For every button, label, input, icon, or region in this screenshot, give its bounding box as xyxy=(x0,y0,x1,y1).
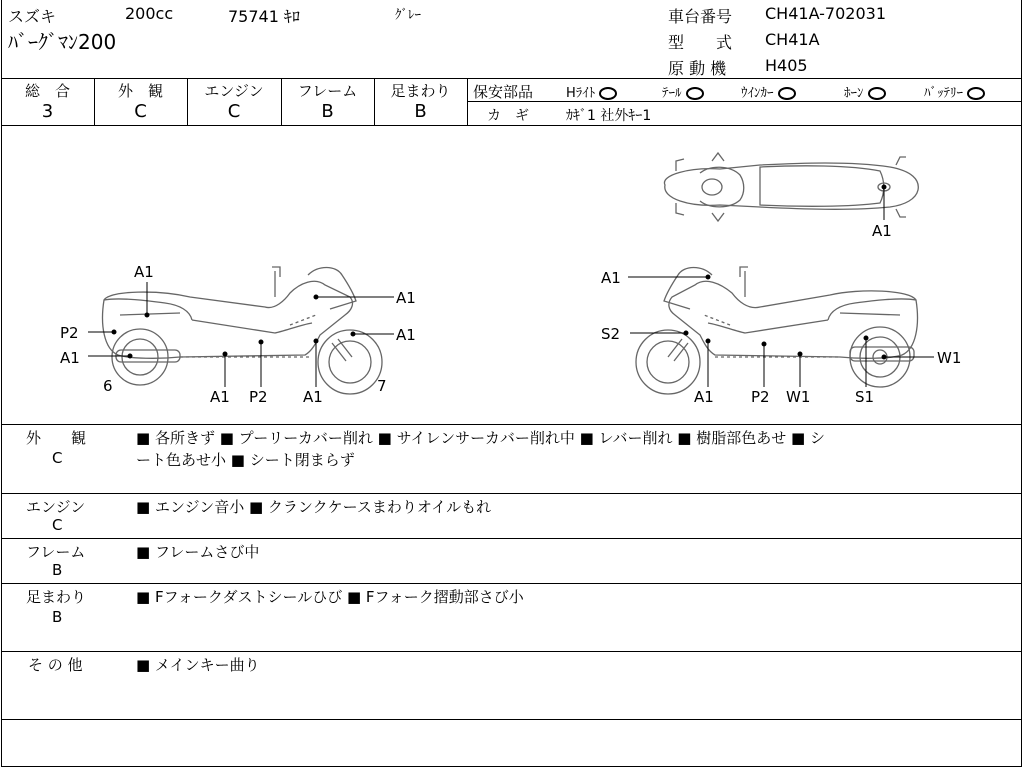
frame-no-label: 車台番号 xyxy=(668,7,733,26)
grade-value-overall: 3 xyxy=(41,101,54,122)
left-label-a1-b1: A1 xyxy=(210,388,230,406)
right-label-a1-screen: A1 xyxy=(601,269,621,287)
headlight-label: Hﾗｲﾄ xyxy=(566,86,596,101)
headlight-ok-icon xyxy=(599,87,617,100)
key-value: ｶｷﾞ1 社外ｷｰ1 xyxy=(566,108,652,124)
tail-label: ﾃｰﾙ xyxy=(662,86,682,101)
grade-value-frame: B xyxy=(321,101,334,122)
safety-item-headlight xyxy=(566,82,617,101)
safety-title: 保安部品 xyxy=(473,83,534,101)
note-category: 外 観 xyxy=(26,429,87,447)
right-label-w1: W1 xyxy=(937,349,962,367)
model-label: 型 式 xyxy=(668,33,733,52)
right-label-p2-b: P2 xyxy=(751,388,770,406)
left-label-a1-fender: A1 xyxy=(396,326,416,344)
left-label-a1-tank: A1 xyxy=(396,289,416,307)
grade-value-engine: C xyxy=(227,101,241,122)
note-grade: C xyxy=(52,449,63,467)
note-category: エンジン xyxy=(26,498,86,516)
engine-label: 原 動 機 xyxy=(668,59,727,78)
safety-item-horn xyxy=(844,82,886,101)
grade-label-suspension: 足まわり xyxy=(390,82,451,100)
note-grade: C xyxy=(52,516,63,534)
left-side-scooter xyxy=(103,267,382,394)
safety-item-tail xyxy=(662,82,704,101)
left-label-a1-muffler: A1 xyxy=(60,349,80,367)
color: ｸﾞﾚｰ xyxy=(395,8,421,23)
displacement: 200cc xyxy=(125,4,174,23)
grade-label-overall: 総 合 xyxy=(24,82,70,100)
note-grade: B xyxy=(52,608,63,626)
left-label-a1-b2: A1 xyxy=(303,388,323,406)
horn-ok-icon xyxy=(868,87,886,100)
note-category: 足まわり xyxy=(26,588,87,606)
left-label-p2: P2 xyxy=(60,324,79,342)
right-label-a1-b: A1 xyxy=(694,388,714,406)
maker: スズキ xyxy=(8,7,57,26)
right-label-s1-b: S1 xyxy=(855,388,875,406)
winker-label: ｳｲﾝｶｰ xyxy=(741,86,774,101)
left-label-a1-top: A1 xyxy=(134,263,154,281)
top-label-a1: A1 xyxy=(872,222,892,240)
note-line: ■ フレームさび中 xyxy=(136,543,260,561)
grade-value-exterior: C xyxy=(134,101,147,122)
model-name: ﾊﾞｰｸﾞﾏﾝ200 xyxy=(8,30,117,54)
right-side-scooter xyxy=(636,267,917,394)
note-line: ■ 各所きず ■ プーリーカバー削れ ■ サイレンサーカバー削れ中 ■ レバー削れ ■ 樹脂部色あせ ■ シ xyxy=(136,429,825,447)
right-label-w1-b: W1 xyxy=(786,388,811,406)
top-view-scooter xyxy=(664,153,918,221)
safety-item-winker xyxy=(741,82,796,101)
left-label-front-wheel: 7 xyxy=(377,377,387,395)
horn-label: ﾎｰﾝ xyxy=(844,86,864,101)
tail-ok-icon xyxy=(686,87,704,100)
grade-label-frame: フレーム xyxy=(297,82,358,100)
grade-label-engine: エンジン xyxy=(204,82,264,100)
right-label-s2: S2 xyxy=(601,325,621,343)
model-code: CH41A xyxy=(765,30,820,49)
safety-item-battery xyxy=(924,82,985,101)
winker-ok-icon xyxy=(778,87,796,100)
left-label-rear-wheel: 6 xyxy=(103,377,113,395)
note-line: ■ エンジン音小 ■ クランクケースまわりオイルもれ xyxy=(136,498,492,516)
engine-code: H405 xyxy=(765,56,808,75)
key-label: カ ギ xyxy=(487,108,529,124)
note-line: ■ Fフォークダストシールひび ■ Fフォーク摺動部さび小 xyxy=(136,588,524,606)
note-line: ■ メインキー曲り xyxy=(136,656,260,674)
grade-label-exterior: 外 観 xyxy=(117,82,163,100)
frame-no: CH41A-702031 xyxy=(765,4,887,23)
condition-diagram xyxy=(0,125,1024,425)
left-label-p2-b: P2 xyxy=(249,388,268,406)
mileage: 75741 ｷﾛ xyxy=(228,7,300,26)
note-line: ート色あせ小 ■ シート閉まらず xyxy=(136,451,355,469)
grade-value-suspension: B xyxy=(414,101,427,122)
note-grade: B xyxy=(52,561,63,579)
battery-label: ﾊﾞｯﾃﾘｰ xyxy=(924,86,963,101)
note-category: フレーム xyxy=(26,543,86,561)
note-category: そ の 他 xyxy=(28,656,83,674)
battery-ok-icon xyxy=(967,87,985,100)
